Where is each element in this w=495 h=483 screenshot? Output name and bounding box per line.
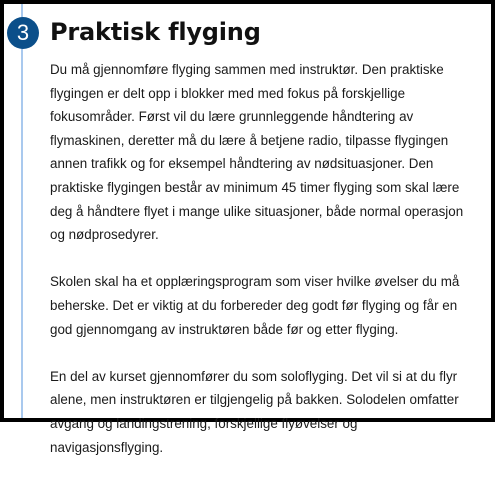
paragraph-training-program [50,270,486,341]
text-line: Skolen skal ha et opplæringsprogram som viser hvilke øvelser du må [50,274,460,290]
text-line: navigasjonsflyging. [50,439,164,455]
text-line: alene, men instruktøren er tilgjengelig på bakken. Solodelen omfatter [50,392,459,408]
text-line: beherske. Det er viktig at du forbereder deg godt før flyging og får en [50,297,458,313]
text-line: god gjennomgang av instruktøren både før og etter flyging. [50,321,399,337]
text-line: annen trafikk og for eksempel håndtering av nødsituasjoner. Den [50,156,434,172]
section-body [50,58,486,483]
text-line: fokusområder. Først vil du lære grunnleggende håndtering av [50,109,414,125]
section-title: Praktisk flyging [50,18,261,46]
text-line: flymaskinen, deretter må du lære å betjene radio, tilpasse flygingen [50,132,449,148]
text-line: deg å håndtere flyet i mange ulike situasjoner, både normal operasjon [50,203,464,219]
text-line: En del av kurset gjennomfører du som soloflyging. Det vil si at du flyr [50,368,458,384]
paragraph-training-blocks [50,58,486,247]
text-line: avgang og landingstrening, forskjellige flyøvelser og [50,415,358,431]
step-timeline-line [21,4,23,418]
text-line: Du må gjennomføre flyging sammen med instruktør. Den praktiske [50,62,444,77]
text-line: og nødprosedyrer. [50,227,159,243]
paragraph-solo-flying [50,365,486,459]
step-number-badge: 3 [7,17,39,49]
text-line: flygingen er delt opp i blokker med med fokus på forskjellige [50,85,406,101]
text-line: praktiske flygingen består av minimum 45 timer flyging som skal lære [50,179,460,195]
